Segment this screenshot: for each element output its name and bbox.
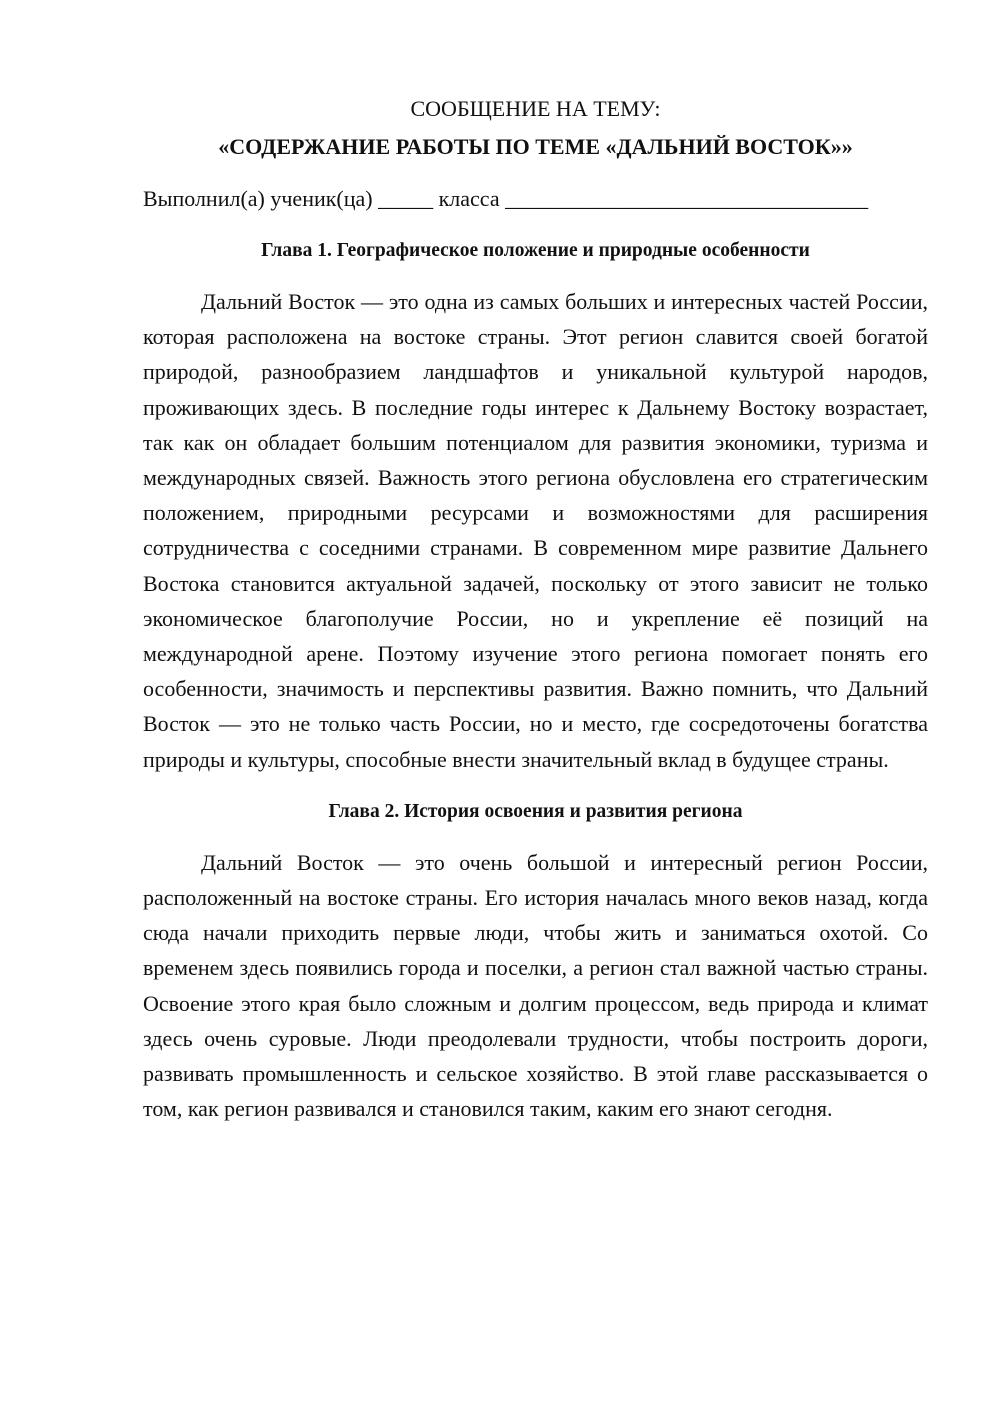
chapter-2-paragraph: Дальний Восток — это очень большой и интересный регион России, расположенный на востоке страны. Его история началась много веков назад, когда сюда начали приходить первые люди, чтобы жить и заниматься охотой. Со временем здесь появились города и поселки, а регион стал важной частью страны. Освоение этого края было сложным и долгим процессом, ведь природа и климат здесь очень суровые. Люди преодолевали трудности, чтобы построить дороги, развивать промышленность и сельское хозяйство. В этой главе рассказывается о том, как регион развивался и становился таким, каким его знают сегодня. [143, 849, 928, 1122]
author-line: Выполнил(а) ученик(ца) _____ класса _________________________________ [143, 186, 869, 211]
document-title: СООБЩЕНИЕ НА ТЕМУ: [410, 96, 661, 121]
chapter-2 [143, 797, 928, 1127]
chapter-1-paragraph: Дальний Восток — это одна из самых больших и интересных частей России, которая расположена на востоке страны. Этот регион славится своей богатой природой, разнообразием ландшафтов и уникальной культурой народов, проживающих здесь. В последние годы интерес к Дальнему Востоку возрастает, так как он обладает большим потенциалом для развития экономики, туризма и международных связей. Важность этого региона обусловлена его стратегическим положением, природными ресурсами и возможностями для расширения сотрудничества с соседними странами. В современном мире развитие Дальнего Востока становится актуальной задачей, поскольку от этого зависит не только экономическое благополучие России, но и укрепление её позиций на международной арене. Поэтому изучение этого региона помогает понять его особенности, значимость и перспективы развития. Важно помнить, что Дальний Восток — это не только часть России, но и место, где сосредоточены богатства природы и культуры, способные внести значительный вклад в будущее страны. [143, 289, 928, 772]
document-subtitle: «СОДЕРЖАНИЕ РАБОТЫ ПО ТЕМЕ «ДАЛЬНИЙ ВОСТОК»» [218, 134, 853, 159]
chapter-1-heading: Глава 1. Географическое положение и природные особенности [261, 240, 810, 261]
chapter-1 [143, 236, 928, 777]
document-page [143, 92, 928, 1126]
chapter-2-heading: Глава 2. История освоения и развития региона [328, 800, 743, 822]
